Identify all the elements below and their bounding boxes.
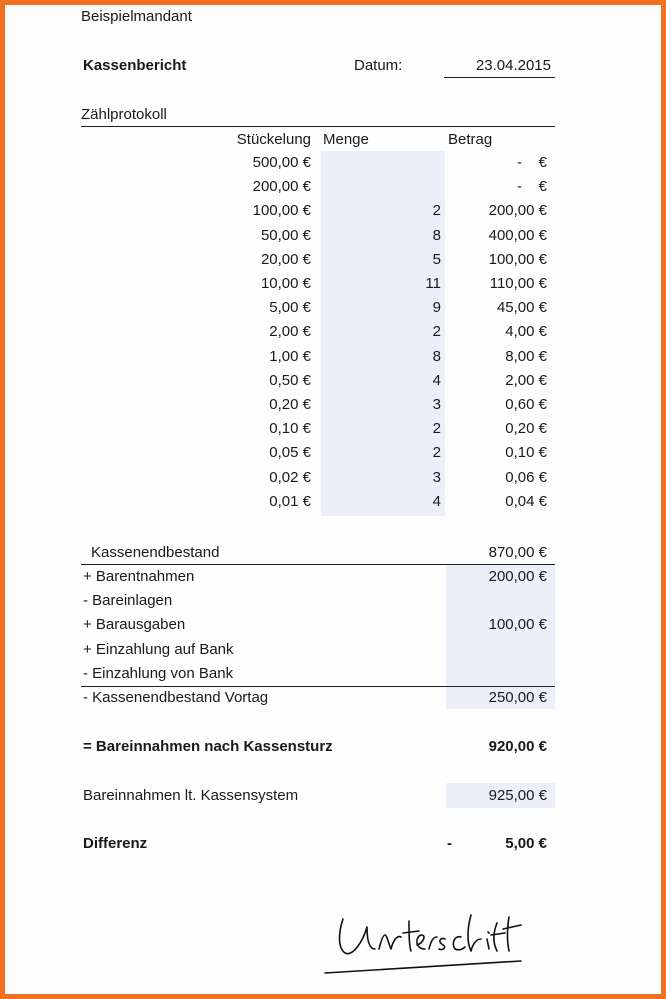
menge-cell: 3 (432, 396, 441, 413)
adjustment-label: + Einzahlung auf Bank (83, 640, 234, 658)
menge-cell: 2 (432, 323, 441, 341)
adjustment-row (5, 662, 666, 686)
system-label: Bareinnahmen lt. Kassensystem (83, 787, 299, 804)
count-row (5, 175, 666, 199)
differenz-sign: - (447, 835, 452, 852)
adjustment-value: 100,00 € (488, 616, 547, 634)
betrag-cell: 0,04 € (505, 492, 547, 510)
col-header-betrag: Betrag (448, 131, 493, 148)
count-row (5, 248, 666, 272)
kassensturz-label: = Bareinnahmen nach Kassensturz (83, 738, 333, 755)
kassensturz-value: 920,00 € (488, 738, 547, 755)
datum-value: 23.04.2015 (475, 57, 551, 74)
stueckelung-cell: 0,20 € (269, 396, 311, 413)
stueckelung-cell: 50,00 € (260, 226, 311, 244)
endbestand-label: Kassenendbestand (91, 544, 220, 561)
count-row (5, 272, 666, 296)
count-row (5, 224, 666, 248)
differenz-label: Differenz (83, 835, 148, 852)
vortag-label: - Kassenendbestand Vortag (83, 689, 269, 706)
stueckelung-cell: 1,00 € (269, 347, 311, 365)
stueckelung-cell: 0,01 € (269, 492, 311, 510)
betrag-cell: 0,06 € (505, 468, 547, 486)
stueckelung-cell: 5,00 € (269, 299, 311, 317)
menge-cell: 8 (432, 226, 441, 244)
menge-cell: 8 (432, 347, 441, 365)
zaehlprotokoll-title: Zählprotokoll (81, 106, 167, 123)
document-title: Kassenbericht (83, 57, 187, 74)
adjustment-label: - Einzahlung von Bank (83, 664, 234, 682)
adjustment-row (5, 589, 666, 613)
adjustment-label: + Barausgaben (83, 616, 186, 634)
col-header-menge: Menge (323, 131, 369, 148)
count-row (5, 345, 666, 369)
betrag-cell: 45,00 € (496, 299, 547, 317)
adjustment-row (5, 565, 666, 589)
menge-cell: 2 (432, 202, 441, 220)
datum-label: Datum: (354, 57, 403, 74)
vortag-rule (81, 686, 555, 687)
stueckelung-cell: 0,50 € (269, 371, 311, 389)
betrag-cell: 0,10 € (505, 444, 547, 462)
adjustment-value: 200,00 € (488, 568, 547, 585)
betrag-cell: 400,00 € (488, 226, 547, 244)
count-row (5, 441, 666, 465)
menge-cell: 11 (425, 275, 441, 292)
mandant-name: Beispielmandant (81, 8, 192, 25)
count-row (5, 490, 666, 514)
count-row (5, 393, 666, 417)
menge-cell: 9 (432, 299, 441, 317)
count-row (5, 466, 666, 490)
menge-cell: 2 (432, 444, 441, 462)
betrag-cell: 200,00 € (488, 202, 547, 220)
stueckelung-cell: 200,00 € (252, 178, 311, 196)
menge-cell: 4 (432, 371, 441, 389)
count-row (5, 199, 666, 223)
betrag-cell: 0,60 € (505, 396, 547, 413)
adjustment-label: - Bareinlagen (83, 592, 173, 610)
stueckelung-cell: 0,10 € (269, 420, 311, 438)
count-row (5, 417, 666, 441)
count-row (5, 296, 666, 320)
adjustment-label: + Barentnahmen (83, 568, 195, 585)
stueckelung-cell: 10,00 € (260, 275, 311, 292)
datum-underline (444, 77, 555, 78)
menge-cell: 4 (432, 492, 441, 510)
betrag-cell: 4,00 € (505, 323, 547, 341)
stueckelung-cell: 2,00 € (269, 323, 311, 341)
zaehlprotokoll-rule (81, 126, 555, 127)
vortag-value: 250,00 € (488, 689, 547, 706)
stueckelung-cell: 0,02 € (269, 468, 311, 486)
differenz-value: 5,00 € (505, 835, 547, 852)
betrag-cell: - € (516, 178, 547, 196)
count-row (5, 320, 666, 344)
stueckelung-cell: 100,00 € (252, 202, 311, 220)
betrag-cell: 2,00 € (505, 371, 547, 389)
col-header-stueckelung: Stückelung (236, 131, 311, 148)
stueckelung-cell: 500,00 € (252, 154, 311, 171)
betrag-cell: - € (516, 154, 547, 171)
adjustment-row (5, 613, 666, 637)
system-value: 925,00 € (488, 787, 547, 804)
betrag-cell: 0,20 € (505, 420, 547, 438)
betrag-cell: 100,00 € (488, 250, 547, 268)
adjustment-row (5, 638, 666, 662)
count-row (5, 369, 666, 393)
menge-cell: 2 (432, 420, 441, 438)
stueckelung-cell: 0,05 € (269, 444, 311, 462)
betrag-cell: 110,00 € (489, 275, 547, 292)
betrag-cell: 8,00 € (505, 347, 547, 365)
handwritten-signature (321, 905, 536, 985)
menge-cell: 5 (432, 250, 441, 268)
endbestand-value: 870,00 € (488, 544, 547, 561)
count-row (5, 151, 666, 175)
menge-cell: 3 (432, 468, 441, 486)
stueckelung-cell: 20,00 € (260, 250, 311, 268)
